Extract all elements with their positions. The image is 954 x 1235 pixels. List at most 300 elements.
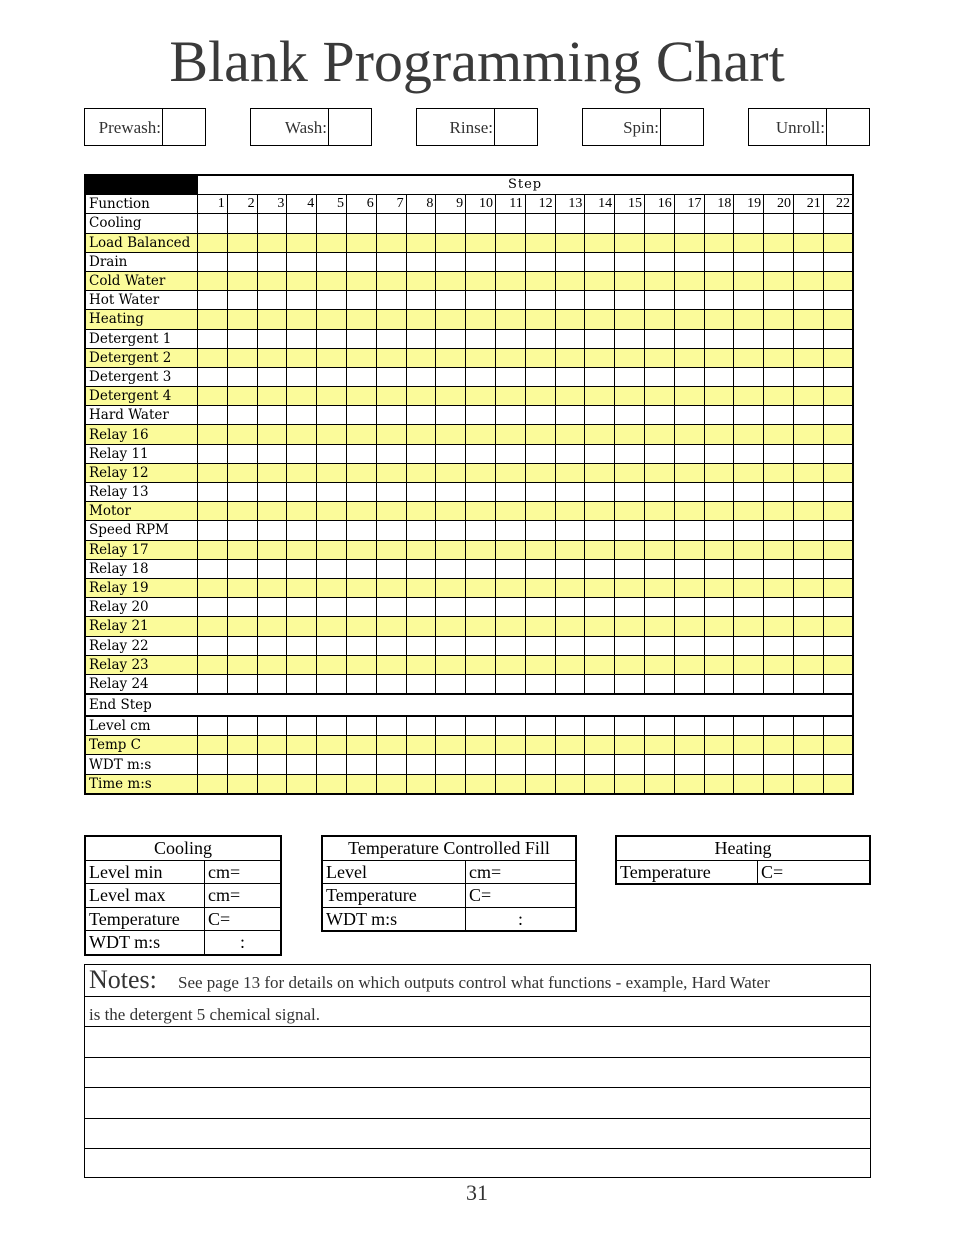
grid-cell[interactable] bbox=[764, 310, 794, 329]
grid-cell[interactable] bbox=[525, 463, 555, 482]
grid-cell[interactable] bbox=[257, 367, 287, 386]
grid-cell[interactable] bbox=[198, 310, 228, 329]
grid-cell[interactable] bbox=[764, 578, 794, 597]
grid-cell[interactable] bbox=[495, 214, 525, 233]
grid-cell[interactable] bbox=[585, 214, 615, 233]
grid-cell[interactable] bbox=[585, 233, 615, 252]
grid-cell[interactable] bbox=[346, 502, 376, 521]
grid-cell[interactable] bbox=[615, 252, 645, 271]
grid-cell[interactable] bbox=[227, 271, 257, 290]
grid-cell[interactable] bbox=[198, 348, 228, 367]
grid-cell[interactable] bbox=[376, 617, 406, 636]
phase-value-field[interactable] bbox=[162, 109, 205, 145]
grid-cell[interactable] bbox=[466, 617, 496, 636]
grid-cell[interactable] bbox=[346, 578, 376, 597]
grid-cell[interactable] bbox=[704, 367, 734, 386]
grid-cell[interactable] bbox=[734, 233, 764, 252]
grid-cell[interactable] bbox=[615, 310, 645, 329]
grid-cell[interactable] bbox=[227, 444, 257, 463]
grid-cell[interactable] bbox=[495, 425, 525, 444]
grid-cell[interactable] bbox=[674, 271, 704, 290]
grid-cell[interactable] bbox=[793, 252, 823, 271]
grid-cell[interactable] bbox=[764, 774, 794, 794]
grid-cell[interactable] bbox=[823, 559, 853, 578]
grid-cell[interactable] bbox=[287, 406, 317, 425]
grid-cell[interactable] bbox=[376, 406, 406, 425]
grid-cell[interactable] bbox=[734, 463, 764, 482]
grid-cell[interactable] bbox=[644, 291, 674, 310]
grid-cell[interactable] bbox=[674, 310, 704, 329]
grid-cell[interactable] bbox=[555, 367, 585, 386]
row-value-field[interactable]: : bbox=[205, 931, 282, 955]
grid-cell[interactable] bbox=[704, 736, 734, 755]
grid-cell[interactable] bbox=[704, 578, 734, 597]
row-value-field[interactable]: C= bbox=[205, 907, 282, 931]
grid-cell[interactable] bbox=[704, 755, 734, 774]
grid-cell[interactable] bbox=[793, 598, 823, 617]
grid-cell[interactable] bbox=[198, 406, 228, 425]
grid-cell[interactable] bbox=[287, 736, 317, 755]
grid-cell[interactable] bbox=[734, 291, 764, 310]
grid-cell[interactable] bbox=[317, 736, 347, 755]
grid-cell[interactable] bbox=[198, 252, 228, 271]
grid-cell[interactable] bbox=[793, 214, 823, 233]
grid-cell[interactable] bbox=[704, 617, 734, 636]
grid-cell[interactable] bbox=[704, 655, 734, 674]
grid-cell[interactable] bbox=[436, 425, 466, 444]
grid-cell[interactable] bbox=[555, 636, 585, 655]
grid-cell[interactable] bbox=[495, 387, 525, 406]
grid-cell[interactable] bbox=[227, 348, 257, 367]
grid-cell[interactable] bbox=[674, 367, 704, 386]
grid-cell[interactable] bbox=[436, 271, 466, 290]
grid-cell[interactable] bbox=[466, 233, 496, 252]
grid-cell[interactable] bbox=[734, 425, 764, 444]
grid-cell[interactable] bbox=[406, 655, 436, 674]
grid-cell[interactable] bbox=[585, 348, 615, 367]
grid-cell[interactable] bbox=[644, 559, 674, 578]
grid-cell[interactable] bbox=[644, 329, 674, 348]
grid-cell[interactable] bbox=[257, 444, 287, 463]
grid-cell[interactable] bbox=[525, 291, 555, 310]
grid-cell[interactable] bbox=[555, 578, 585, 597]
grid-cell[interactable] bbox=[615, 578, 645, 597]
grid-cell[interactable] bbox=[525, 233, 555, 252]
grid-cell[interactable] bbox=[585, 540, 615, 559]
grid-cell[interactable] bbox=[257, 348, 287, 367]
grid-cell[interactable] bbox=[823, 521, 853, 540]
grid-cell[interactable] bbox=[615, 387, 645, 406]
grid-cell[interactable] bbox=[346, 233, 376, 252]
grid-cell[interactable] bbox=[406, 387, 436, 406]
grid-cell[interactable] bbox=[734, 674, 764, 694]
grid-cell[interactable] bbox=[615, 233, 645, 252]
grid-cell[interactable] bbox=[257, 463, 287, 482]
grid-cell[interactable] bbox=[674, 483, 704, 502]
grid-cell[interactable] bbox=[644, 406, 674, 425]
grid-cell[interactable] bbox=[317, 559, 347, 578]
grid-cell[interactable] bbox=[644, 617, 674, 636]
grid-cell[interactable] bbox=[466, 483, 496, 502]
grid-cell[interactable] bbox=[406, 425, 436, 444]
grid-cell[interactable] bbox=[525, 598, 555, 617]
grid-cell[interactable] bbox=[406, 578, 436, 597]
grid-cell[interactable] bbox=[466, 636, 496, 655]
grid-cell[interactable] bbox=[555, 233, 585, 252]
grid-cell[interactable] bbox=[555, 521, 585, 540]
grid-cell[interactable] bbox=[525, 617, 555, 636]
grid-cell[interactable] bbox=[376, 540, 406, 559]
grid-cell[interactable] bbox=[555, 310, 585, 329]
grid-cell[interactable] bbox=[764, 233, 794, 252]
grid-cell[interactable] bbox=[495, 540, 525, 559]
grid-cell[interactable] bbox=[704, 425, 734, 444]
grid-cell[interactable] bbox=[615, 425, 645, 444]
grid-cell[interactable] bbox=[376, 387, 406, 406]
grid-cell[interactable] bbox=[406, 310, 436, 329]
grid-cell[interactable] bbox=[585, 655, 615, 674]
grid-cell[interactable] bbox=[495, 755, 525, 774]
grid-cell[interactable] bbox=[346, 425, 376, 444]
grid-cell[interactable] bbox=[406, 291, 436, 310]
grid-cell[interactable] bbox=[257, 502, 287, 521]
grid-cell[interactable] bbox=[317, 406, 347, 425]
grid-cell[interactable] bbox=[376, 716, 406, 736]
grid-cell[interactable] bbox=[644, 252, 674, 271]
grid-cell[interactable] bbox=[734, 636, 764, 655]
grid-cell[interactable] bbox=[644, 736, 674, 755]
grid-cell[interactable] bbox=[227, 502, 257, 521]
grid-cell[interactable] bbox=[317, 617, 347, 636]
grid-cell[interactable] bbox=[764, 425, 794, 444]
grid-cell[interactable] bbox=[495, 502, 525, 521]
grid-cell[interactable] bbox=[495, 483, 525, 502]
grid-cell[interactable] bbox=[823, 271, 853, 290]
grid-cell[interactable] bbox=[227, 755, 257, 774]
grid-cell[interactable] bbox=[764, 329, 794, 348]
grid-cell[interactable] bbox=[198, 483, 228, 502]
grid-cell[interactable] bbox=[287, 463, 317, 482]
grid-cell[interactable] bbox=[585, 406, 615, 425]
grid-cell[interactable] bbox=[287, 483, 317, 502]
grid-cell[interactable] bbox=[227, 425, 257, 444]
grid-cell[interactable] bbox=[466, 463, 496, 482]
grid-cell[interactable] bbox=[615, 774, 645, 794]
grid-cell[interactable] bbox=[525, 674, 555, 694]
grid-cell[interactable] bbox=[406, 348, 436, 367]
grid-cell[interactable] bbox=[734, 736, 764, 755]
grid-cell[interactable] bbox=[257, 233, 287, 252]
grid-cell[interactable] bbox=[287, 329, 317, 348]
grid-cell[interactable] bbox=[734, 716, 764, 736]
phase-value-field[interactable] bbox=[494, 109, 537, 145]
grid-cell[interactable] bbox=[764, 291, 794, 310]
grid-cell[interactable] bbox=[555, 617, 585, 636]
grid-cell[interactable] bbox=[764, 214, 794, 233]
grid-cell[interactable] bbox=[198, 291, 228, 310]
grid-cell[interactable] bbox=[615, 444, 645, 463]
grid-cell[interactable] bbox=[257, 578, 287, 597]
grid-cell[interactable] bbox=[198, 444, 228, 463]
grid-cell[interactable] bbox=[823, 598, 853, 617]
grid-cell[interactable] bbox=[406, 444, 436, 463]
grid-cell[interactable] bbox=[198, 271, 228, 290]
grid-cell[interactable] bbox=[734, 271, 764, 290]
grid-cell[interactable] bbox=[257, 716, 287, 736]
grid-cell[interactable] bbox=[227, 463, 257, 482]
grid-cell[interactable] bbox=[317, 463, 347, 482]
grid-cell[interactable] bbox=[793, 348, 823, 367]
grid-cell[interactable] bbox=[615, 483, 645, 502]
grid-cell[interactable] bbox=[466, 755, 496, 774]
grid-cell[interactable] bbox=[525, 310, 555, 329]
grid-cell[interactable] bbox=[823, 367, 853, 386]
grid-cell[interactable] bbox=[764, 617, 794, 636]
grid-cell[interactable] bbox=[466, 406, 496, 425]
grid-cell[interactable] bbox=[793, 559, 823, 578]
grid-cell[interactable] bbox=[376, 291, 406, 310]
grid-cell[interactable] bbox=[466, 310, 496, 329]
grid-cell[interactable] bbox=[644, 502, 674, 521]
grid-cell[interactable] bbox=[346, 655, 376, 674]
grid-cell[interactable] bbox=[823, 674, 853, 694]
grid-cell[interactable] bbox=[317, 387, 347, 406]
grid-cell[interactable] bbox=[644, 521, 674, 540]
grid-cell[interactable] bbox=[406, 755, 436, 774]
grid-cell[interactable] bbox=[585, 598, 615, 617]
grid-cell[interactable] bbox=[615, 636, 645, 655]
grid-cell[interactable] bbox=[793, 271, 823, 290]
grid-cell[interactable] bbox=[555, 559, 585, 578]
grid-cell[interactable] bbox=[227, 736, 257, 755]
grid-cell[interactable] bbox=[823, 617, 853, 636]
grid-cell[interactable] bbox=[555, 774, 585, 794]
grid-cell[interactable] bbox=[287, 271, 317, 290]
grid-cell[interactable] bbox=[585, 329, 615, 348]
grid-cell[interactable] bbox=[346, 291, 376, 310]
grid-cell[interactable] bbox=[346, 617, 376, 636]
grid-cell[interactable] bbox=[674, 636, 704, 655]
grid-cell[interactable] bbox=[376, 310, 406, 329]
grid-cell[interactable] bbox=[495, 348, 525, 367]
grid-cell[interactable] bbox=[376, 598, 406, 617]
grid-cell[interactable] bbox=[585, 674, 615, 694]
grid-cell[interactable] bbox=[495, 774, 525, 794]
grid-cell[interactable] bbox=[555, 502, 585, 521]
grid-cell[interactable] bbox=[674, 674, 704, 694]
grid-cell[interactable] bbox=[436, 617, 466, 636]
grid-cell[interactable] bbox=[257, 617, 287, 636]
grid-cell[interactable] bbox=[823, 716, 853, 736]
grid-cell[interactable] bbox=[346, 483, 376, 502]
grid-cell[interactable] bbox=[436, 348, 466, 367]
grid-cell[interactable] bbox=[585, 367, 615, 386]
grid-cell[interactable] bbox=[436, 578, 466, 597]
grid-cell[interactable] bbox=[376, 755, 406, 774]
grid-cell[interactable] bbox=[674, 655, 704, 674]
grid-cell[interactable] bbox=[287, 755, 317, 774]
grid-cell[interactable] bbox=[585, 774, 615, 794]
grid-cell[interactable] bbox=[257, 636, 287, 655]
grid-cell[interactable] bbox=[198, 214, 228, 233]
grid-cell[interactable] bbox=[376, 521, 406, 540]
grid-cell[interactable] bbox=[615, 463, 645, 482]
grid-cell[interactable] bbox=[227, 252, 257, 271]
grid-cell[interactable] bbox=[466, 578, 496, 597]
grid-cell[interactable] bbox=[764, 755, 794, 774]
grid-cell[interactable] bbox=[406, 271, 436, 290]
grid-cell[interactable] bbox=[644, 425, 674, 444]
grid-cell[interactable] bbox=[257, 655, 287, 674]
grid-cell[interactable] bbox=[823, 483, 853, 502]
grid-cell[interactable] bbox=[734, 252, 764, 271]
grid-cell[interactable] bbox=[644, 444, 674, 463]
grid-cell[interactable] bbox=[346, 252, 376, 271]
grid-cell[interactable] bbox=[257, 674, 287, 694]
grid-cell[interactable] bbox=[793, 463, 823, 482]
grid-cell[interactable] bbox=[585, 444, 615, 463]
grid-cell[interactable] bbox=[227, 214, 257, 233]
grid-cell[interactable] bbox=[346, 463, 376, 482]
grid-cell[interactable] bbox=[287, 716, 317, 736]
grid-cell[interactable] bbox=[615, 617, 645, 636]
grid-cell[interactable] bbox=[823, 387, 853, 406]
grid-cell[interactable] bbox=[317, 348, 347, 367]
grid-cell[interactable] bbox=[764, 674, 794, 694]
grid-cell[interactable] bbox=[495, 559, 525, 578]
grid-cell[interactable] bbox=[317, 252, 347, 271]
grid-cell[interactable] bbox=[495, 655, 525, 674]
grid-cell[interactable] bbox=[615, 367, 645, 386]
grid-cell[interactable] bbox=[644, 387, 674, 406]
grid-cell[interactable] bbox=[227, 578, 257, 597]
grid-cell[interactable] bbox=[734, 598, 764, 617]
grid-cell[interactable] bbox=[674, 521, 704, 540]
grid-cell[interactable] bbox=[793, 329, 823, 348]
grid-cell[interactable] bbox=[615, 271, 645, 290]
grid-cell[interactable] bbox=[704, 271, 734, 290]
grid-cell[interactable] bbox=[257, 252, 287, 271]
grid-cell[interactable] bbox=[406, 559, 436, 578]
grid-cell[interactable] bbox=[198, 617, 228, 636]
grid-cell[interactable] bbox=[436, 774, 466, 794]
grid-cell[interactable] bbox=[317, 425, 347, 444]
grid-cell[interactable] bbox=[287, 521, 317, 540]
grid-cell[interactable] bbox=[257, 736, 287, 755]
grid-cell[interactable] bbox=[227, 291, 257, 310]
grid-cell[interactable] bbox=[346, 367, 376, 386]
grid-cell[interactable] bbox=[764, 252, 794, 271]
phase-value-field[interactable] bbox=[826, 109, 869, 145]
grid-cell[interactable] bbox=[376, 214, 406, 233]
grid-cell[interactable] bbox=[346, 214, 376, 233]
grid-cell[interactable] bbox=[644, 483, 674, 502]
grid-cell[interactable] bbox=[436, 214, 466, 233]
grid-cell[interactable] bbox=[406, 252, 436, 271]
grid-cell[interactable] bbox=[674, 252, 704, 271]
grid-cell[interactable] bbox=[823, 655, 853, 674]
grid-cell[interactable] bbox=[287, 636, 317, 655]
grid-cell[interactable] bbox=[495, 578, 525, 597]
grid-cell[interactable] bbox=[525, 252, 555, 271]
grid-cell[interactable] bbox=[495, 252, 525, 271]
grid-cell[interactable] bbox=[555, 755, 585, 774]
grid-cell[interactable] bbox=[793, 233, 823, 252]
grid-cell[interactable] bbox=[346, 310, 376, 329]
grid-cell[interactable] bbox=[793, 578, 823, 597]
grid-cell[interactable] bbox=[734, 329, 764, 348]
grid-cell[interactable] bbox=[764, 598, 794, 617]
grid-cell[interactable] bbox=[436, 540, 466, 559]
grid-cell[interactable] bbox=[734, 521, 764, 540]
grid-cell[interactable] bbox=[257, 425, 287, 444]
grid-cell[interactable] bbox=[317, 502, 347, 521]
grid-cell[interactable] bbox=[406, 598, 436, 617]
grid-cell[interactable] bbox=[704, 598, 734, 617]
grid-cell[interactable] bbox=[764, 636, 794, 655]
grid-cell[interactable] bbox=[346, 387, 376, 406]
grid-cell[interactable] bbox=[764, 483, 794, 502]
grid-cell[interactable] bbox=[287, 444, 317, 463]
grid-cell[interactable] bbox=[525, 559, 555, 578]
grid-cell[interactable] bbox=[674, 233, 704, 252]
grid-cell[interactable] bbox=[644, 348, 674, 367]
grid-cell[interactable] bbox=[644, 310, 674, 329]
grid-cell[interactable] bbox=[466, 716, 496, 736]
grid-cell[interactable] bbox=[495, 617, 525, 636]
grid-cell[interactable] bbox=[704, 444, 734, 463]
grid-cell[interactable] bbox=[436, 502, 466, 521]
grid-cell[interactable] bbox=[376, 636, 406, 655]
grid-cell[interactable] bbox=[734, 502, 764, 521]
grid-cell[interactable] bbox=[198, 578, 228, 597]
grid-cell[interactable] bbox=[495, 291, 525, 310]
grid-cell[interactable] bbox=[615, 329, 645, 348]
grid-cell[interactable] bbox=[495, 521, 525, 540]
grid-cell[interactable] bbox=[436, 559, 466, 578]
grid-cell[interactable] bbox=[734, 367, 764, 386]
grid-cell[interactable] bbox=[793, 387, 823, 406]
grid-cell[interactable] bbox=[257, 271, 287, 290]
grid-cell[interactable] bbox=[227, 367, 257, 386]
grid-cell[interactable] bbox=[704, 387, 734, 406]
grid-cell[interactable] bbox=[525, 716, 555, 736]
grid-cell[interactable] bbox=[793, 425, 823, 444]
grid-cell[interactable] bbox=[525, 502, 555, 521]
grid-cell[interactable] bbox=[764, 502, 794, 521]
grid-cell[interactable] bbox=[376, 463, 406, 482]
grid-cell[interactable] bbox=[346, 716, 376, 736]
grid-cell[interactable] bbox=[317, 636, 347, 655]
grid-cell[interactable] bbox=[317, 271, 347, 290]
grid-cell[interactable] bbox=[466, 674, 496, 694]
grid-cell[interactable] bbox=[734, 578, 764, 597]
grid-cell[interactable] bbox=[674, 578, 704, 597]
grid-cell[interactable] bbox=[555, 271, 585, 290]
grid-cell[interactable] bbox=[466, 348, 496, 367]
grid-cell[interactable] bbox=[495, 636, 525, 655]
phase-value-field[interactable] bbox=[660, 109, 703, 145]
grid-cell[interactable] bbox=[585, 578, 615, 597]
grid-cell[interactable] bbox=[555, 444, 585, 463]
grid-cell[interactable] bbox=[764, 521, 794, 540]
grid-cell[interactable] bbox=[674, 463, 704, 482]
grid-cell[interactable] bbox=[198, 674, 228, 694]
grid-cell[interactable] bbox=[287, 559, 317, 578]
grid-cell[interactable] bbox=[525, 655, 555, 674]
grid-cell[interactable] bbox=[585, 617, 615, 636]
grid-cell[interactable] bbox=[257, 387, 287, 406]
